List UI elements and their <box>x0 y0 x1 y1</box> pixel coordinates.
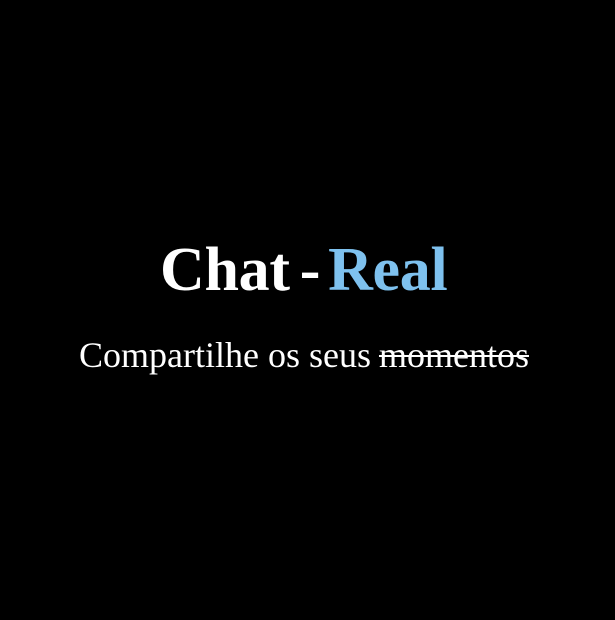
tagline-struck-word: momentos <box>378 335 529 375</box>
app-title <box>160 232 447 308</box>
tagline <box>79 332 529 378</box>
tagline-text: Compartilhe os seus <box>79 335 371 375</box>
app-title-separator: - <box>299 235 321 304</box>
app-title-main: Chat <box>160 235 290 304</box>
app-title-accent: Real <box>328 235 448 304</box>
